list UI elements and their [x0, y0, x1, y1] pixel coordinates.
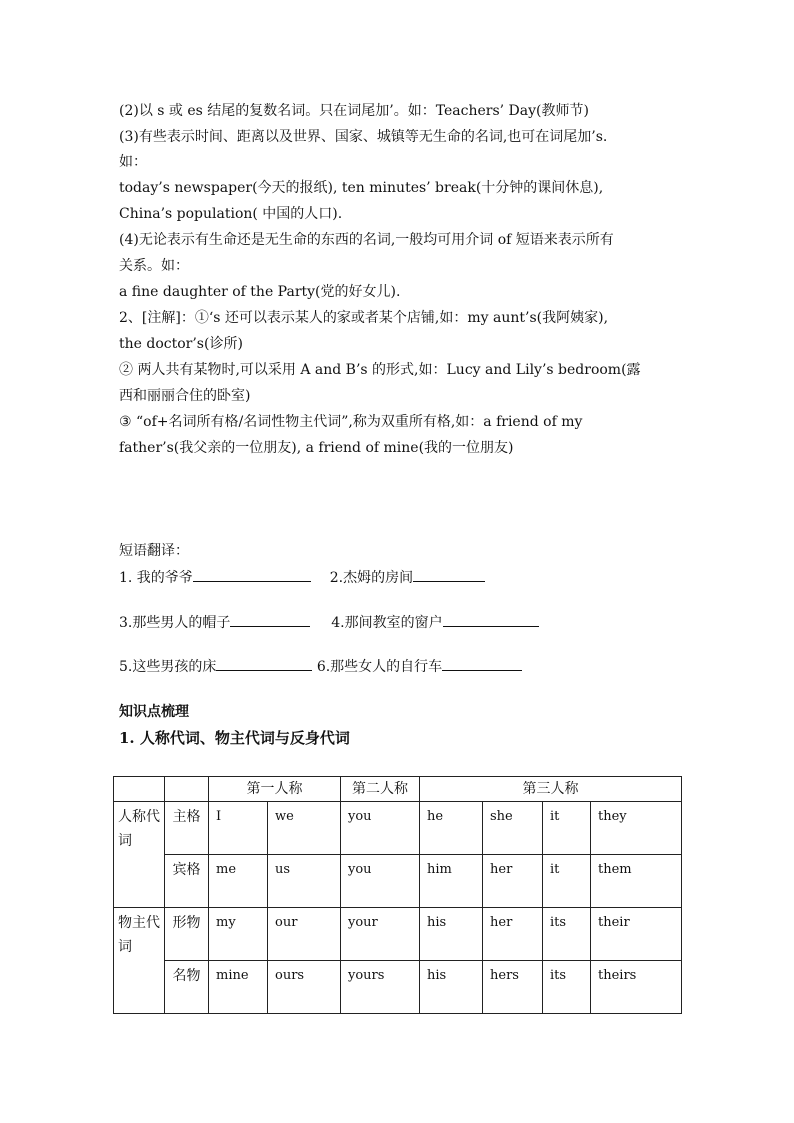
table-cell: them — [591, 855, 682, 908]
exercise-row-3 — [119, 656, 522, 677]
header-second-person: 第二人称 — [341, 777, 420, 802]
exercise-item-3: 3.那些男人的帽子 — [119, 615, 231, 631]
exercise-item-1: 1. 我的爷爷 — [119, 570, 193, 586]
table-cell: theirs — [591, 961, 682, 1014]
table-row — [114, 961, 682, 1014]
table-cell: we — [268, 802, 341, 855]
table-cell: ours — [268, 961, 341, 1014]
zhujie-line-a: 2、[注解]：①‘s 还可以表示某人的家或者某个店铺,如：my aunt’s(我阿姨家), — [119, 310, 609, 326]
note-line-4: (4)无论表示有生命还是无生命的东西的名词,一般均可用介词 of 短语来表示所有 — [119, 232, 614, 248]
table-cell: me — [209, 855, 268, 908]
note-line-4c: a fine daughter of the Party(党的好女儿). — [119, 284, 401, 300]
header-first-person: 第一人称 — [209, 777, 341, 802]
zhujie-line-b: the doctor’s(诊所) — [119, 336, 243, 352]
table-cell: she — [483, 802, 543, 855]
table-cell: it — [543, 855, 591, 908]
answer-blank-2[interactable] — [413, 567, 485, 582]
table-cell: my — [209, 908, 268, 961]
table-cell: their — [591, 908, 682, 961]
category-possessive-pronoun: 物主代词 — [114, 908, 165, 1014]
section-heading: 知识点梳理 — [119, 704, 189, 720]
note-line-2: (2)以 s 或 es 结尾的复数名词。只在词尾加’。如：Teachers’ Day(教师节) — [119, 103, 589, 119]
note-line-3c: today’s newspaper(今天的报纸), ten minutes’ break(十分钟的课间休息), — [119, 180, 604, 196]
zhujie-line-f: father’s(我父亲的一位朋友), a friend of mine(我的一位朋友) — [119, 440, 514, 456]
table-cell: his — [420, 961, 483, 1014]
exercise-item-5: 5.这些男孩的床 — [119, 659, 217, 675]
table-cell: him — [420, 855, 483, 908]
exercise-item-2: 2.杰姆的房间 — [329, 570, 414, 586]
exercise-title: 短语翻译： — [119, 543, 189, 559]
answer-blank-4[interactable] — [443, 612, 539, 627]
table-cell: hers — [483, 961, 543, 1014]
header-empty-2 — [165, 777, 209, 802]
table-cell: mine — [209, 961, 268, 1014]
table-cell: her — [483, 855, 543, 908]
table-header-row — [114, 777, 682, 802]
table-cell: his — [420, 908, 483, 961]
note-line-3: (3)有些表示时间、距离以及世界、国家、城镇等无生命的名词,也可在词尾加’s. — [119, 129, 608, 145]
table-cell: your — [341, 908, 420, 961]
header-third-person: 第三人称 — [420, 777, 682, 802]
table-cell: yours — [341, 961, 420, 1014]
exercise-item-6: 6.那些女人的自行车 — [316, 659, 443, 675]
table-cell: I — [209, 802, 268, 855]
row-label: 名物 — [165, 961, 209, 1014]
pronoun-table — [113, 776, 682, 1014]
row-label: 主格 — [165, 802, 209, 855]
table-cell: our — [268, 908, 341, 961]
exercise-row-1 — [119, 567, 485, 588]
table-cell: its — [543, 908, 591, 961]
row-label: 形物 — [165, 908, 209, 961]
note-line-3d: China’s population( 中国的人口). — [119, 206, 343, 222]
table-cell: its — [543, 961, 591, 1014]
table-cell: they — [591, 802, 682, 855]
table-cell: her — [483, 908, 543, 961]
note-line-4b: 关系。如： — [119, 258, 189, 274]
table-cell: he — [420, 802, 483, 855]
table-row — [114, 855, 682, 908]
table-cell: you — [341, 855, 420, 908]
zhujie-line-d: 西和丽丽合住的卧室) — [119, 388, 251, 404]
zhujie-line-c: ② 两人共有某物时,可以采用 A and B’s 的形式,如：Lucy and Lily’s bedroom(露 — [119, 362, 641, 378]
exercise-item-4: 4.那间教室的窗户 — [331, 615, 443, 631]
table-row — [114, 802, 682, 855]
table-cell: it — [543, 802, 591, 855]
section-subheading: 1. 人称代词、物主代词与反身代词 — [119, 729, 350, 747]
table-cell: you — [341, 802, 420, 855]
table-row — [114, 908, 682, 961]
note-line-3b: 如： — [119, 154, 147, 170]
answer-blank-5[interactable] — [216, 656, 312, 671]
row-label: 宾格 — [165, 855, 209, 908]
table-cell: us — [268, 855, 341, 908]
zhujie-line-e: ③ “of+名词所有格/名词性物主代词”,称为双重所有格,如：a friend of my — [119, 414, 583, 430]
category-personal-pronoun: 人称代词 — [114, 802, 165, 908]
answer-blank-3[interactable] — [230, 612, 310, 627]
header-empty-1 — [114, 777, 165, 802]
exercise-row-2 — [119, 612, 539, 633]
answer-blank-6[interactable] — [442, 656, 522, 671]
answer-blank-1[interactable] — [193, 567, 311, 582]
